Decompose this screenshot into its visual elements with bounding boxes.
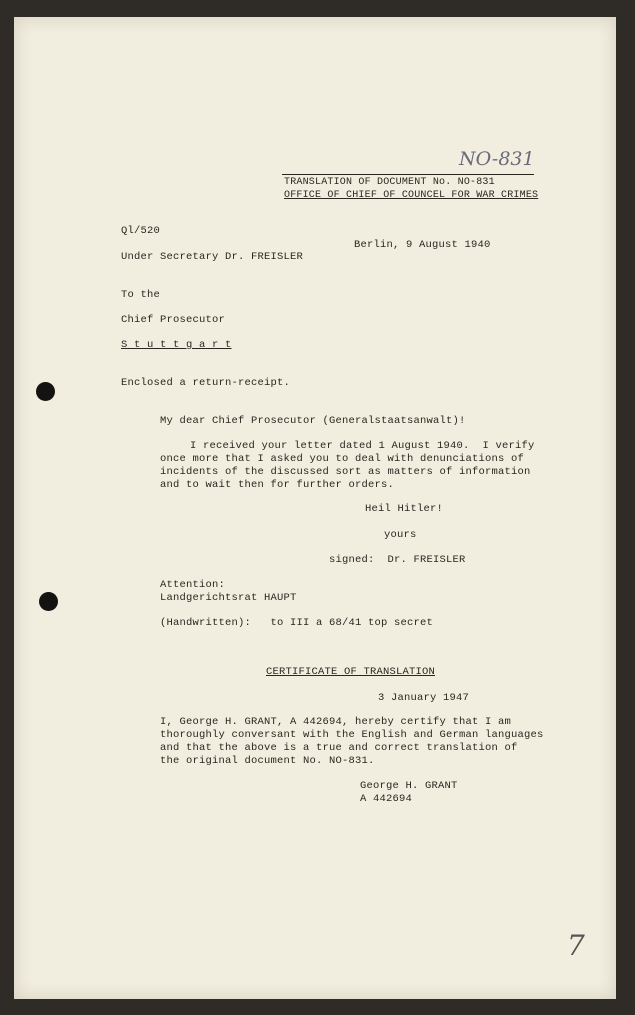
punch-hole-top (36, 382, 55, 401)
body-line: and to wait then for further orders. (160, 479, 395, 491)
attention-label: Attention: (160, 579, 226, 591)
certificate-date: 3 January 1947 (378, 692, 470, 704)
translator-name: George H. GRANT (360, 780, 458, 792)
handwritten-doc-number: NO-831 (459, 148, 535, 170)
certificate-line: I, George H. GRANT, A 442694, hereby certify that I am (160, 716, 512, 728)
certificate-line: the original document No. NO-831. (160, 755, 375, 767)
translator-id: A 442694 (360, 793, 413, 805)
page-mark: 7 (567, 929, 585, 962)
enclosure-line: Enclosed a return-receipt. (121, 377, 291, 389)
sender-line: Under Secretary Dr. FREISLER (121, 251, 304, 263)
body-line: I received your letter dated 1 August 1940. I verify (190, 440, 535, 452)
signature-line: signed: Dr. FREISLER (329, 554, 466, 566)
recipient-line: Chief Prosecutor (121, 314, 226, 326)
reference-number: Ql/520 (121, 225, 161, 237)
header-line-2: OFFICE OF CHIEF OF COUNCEL FOR WAR CRIMES (284, 190, 539, 201)
body-line: once more that I asked you to deal with denunciations of (160, 453, 525, 465)
certificate-line: and that the above is a true and correct translation of (160, 742, 518, 754)
closing: Heil Hitler! (365, 503, 444, 515)
document-page (14, 17, 616, 999)
attention-name: Landgerichtsrat HAUPT (160, 592, 297, 604)
body-line: incidents of the discussed sort as matters of information (160, 466, 531, 478)
date-place: Berlin, 9 August 1940 (354, 239, 491, 251)
city-line: S t u t t g a r t (121, 339, 232, 351)
salutation: My dear Chief Prosecutor (Generalstaatsanwalt)! (160, 415, 466, 427)
header-top-rule (282, 174, 534, 175)
handwritten-note: (Handwritten): to III a 68/41 top secret (160, 617, 434, 629)
certificate-line: thoroughly conversant with the English and German languages (160, 729, 544, 741)
punch-hole-bottom (39, 592, 58, 611)
yours: yours (384, 529, 417, 541)
to-label: To the (121, 289, 161, 301)
header-line-1: TRANSLATION OF DOCUMENT No. NO-831 (284, 177, 495, 188)
certificate-title: CERTIFICATE OF TRANSLATION (266, 666, 436, 678)
